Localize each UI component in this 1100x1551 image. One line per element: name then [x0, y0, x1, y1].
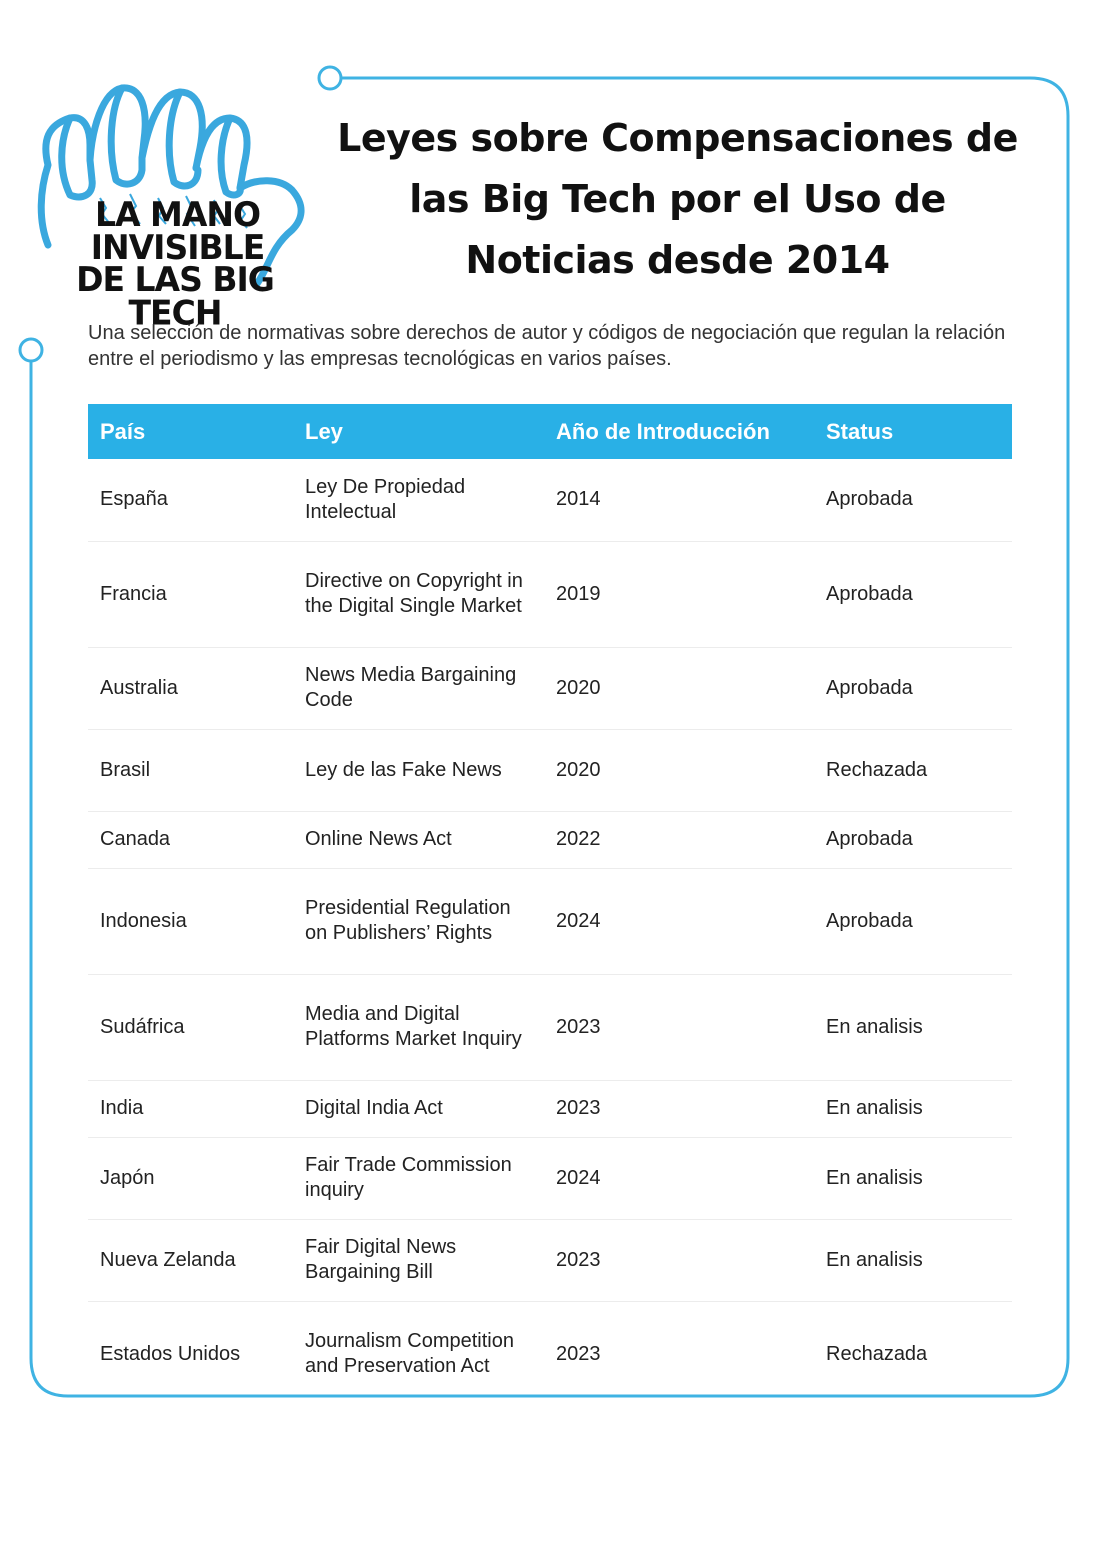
header-pais: País	[88, 404, 293, 459]
page-subtitle: Una selección de normativas sobre derechos de autor y códigos de negociación que regulan la relación entre el periodismo y las empresas tecnológicas en varios países.	[88, 322, 1006, 370]
cell-status: En analisis	[814, 1137, 1012, 1219]
cell-pais: Australia	[88, 647, 293, 729]
header-status: Status	[814, 404, 1012, 459]
cell-ley: Media and Digital Platforms Market Inquiry	[293, 974, 544, 1080]
cell-anio: 2020	[544, 647, 814, 729]
frame-node-top	[319, 67, 341, 89]
cell-pais: Brasil	[88, 729, 293, 811]
cell-pais: India	[88, 1080, 293, 1137]
cell-status: En analisis	[814, 974, 1012, 1080]
table-row	[88, 541, 1012, 647]
cell-anio: 2024	[544, 1137, 814, 1219]
cell-status: Rechazada	[814, 729, 1012, 811]
cell-ley: Directive on Copyright in the Digital Single Market	[293, 541, 544, 647]
cell-anio: 2014	[544, 459, 814, 541]
cell-status: Aprobada	[814, 868, 1012, 974]
cell-status: Aprobada	[814, 811, 1012, 868]
cell-ley: Online News Act	[293, 811, 544, 868]
table-row	[88, 729, 1012, 811]
cell-pais: Francia	[88, 541, 293, 647]
cell-pais: Japón	[88, 1137, 293, 1219]
header-anio: Año de Introducción	[544, 404, 814, 459]
table-header-row	[88, 404, 1012, 459]
cell-anio: 2023	[544, 1080, 814, 1137]
cell-ley: Digital India Act	[293, 1080, 544, 1137]
cell-ley: Ley De Propiedad Intelectual	[293, 459, 544, 541]
logo-text-line-1: LA MANO	[94, 194, 261, 235]
table-row	[88, 974, 1012, 1080]
logo-text-line-3: DE LAS BIG TECH	[76, 259, 274, 333]
table-row	[88, 811, 1012, 868]
table-row	[88, 1219, 1012, 1301]
cell-anio: 2023	[556, 1342, 601, 1365]
table-row	[88, 1137, 1012, 1219]
laws-table	[88, 404, 1012, 1407]
logo-text-line-2: INVISIBLE	[90, 227, 265, 268]
cell-pais: Canada	[88, 811, 293, 868]
cell-pais: Nueva Zelanda	[88, 1219, 293, 1301]
cell-pais: Sudáfrica	[88, 974, 293, 1080]
cell-pais: España	[88, 459, 293, 541]
cell-anio: 2019	[544, 541, 814, 647]
cell-ley: Presidential Regulation on Publishers’ Rights	[293, 868, 544, 974]
cell-ley: Fair Digital News Bargaining Bill	[293, 1219, 544, 1301]
table-row	[88, 647, 1012, 729]
cell-ley: Fair Trade Commission inquiry	[293, 1137, 544, 1219]
cell-status: Aprobada	[814, 459, 1012, 541]
frame-node-left	[20, 339, 42, 361]
table-row	[88, 1301, 1012, 1407]
table-row	[88, 868, 1012, 974]
cell-anio: 2022	[544, 811, 814, 868]
cell-pais: Estados Unidos	[100, 1342, 241, 1365]
cell-status: Aprobada	[814, 647, 1012, 729]
table-row	[88, 459, 1012, 541]
cell-ley: Ley de las Fake News	[293, 729, 544, 811]
page-title: Leyes sobre Compensaciones de las Big Tech por el Uso de Noticias desde 2014	[337, 116, 1018, 282]
cell-anio: 2023	[544, 1219, 814, 1301]
cell-status: En analisis	[814, 1080, 1012, 1137]
cell-pais: Indonesia	[88, 868, 293, 974]
cell-ley: News Media Bargaining Code	[293, 647, 544, 729]
cell-ley: Journalism Competition and Preservation Act	[305, 1330, 514, 1378]
cell-anio: 2020	[544, 729, 814, 811]
cell-status: Aprobada	[814, 541, 1012, 647]
cell-status: En analisis	[814, 1219, 1012, 1301]
cell-anio: 2023	[544, 974, 814, 1080]
table-row	[88, 1080, 1012, 1137]
cell-anio: 2024	[544, 868, 814, 974]
cell-status: Rechazada	[826, 1342, 928, 1365]
header-ley: Ley	[293, 404, 544, 459]
